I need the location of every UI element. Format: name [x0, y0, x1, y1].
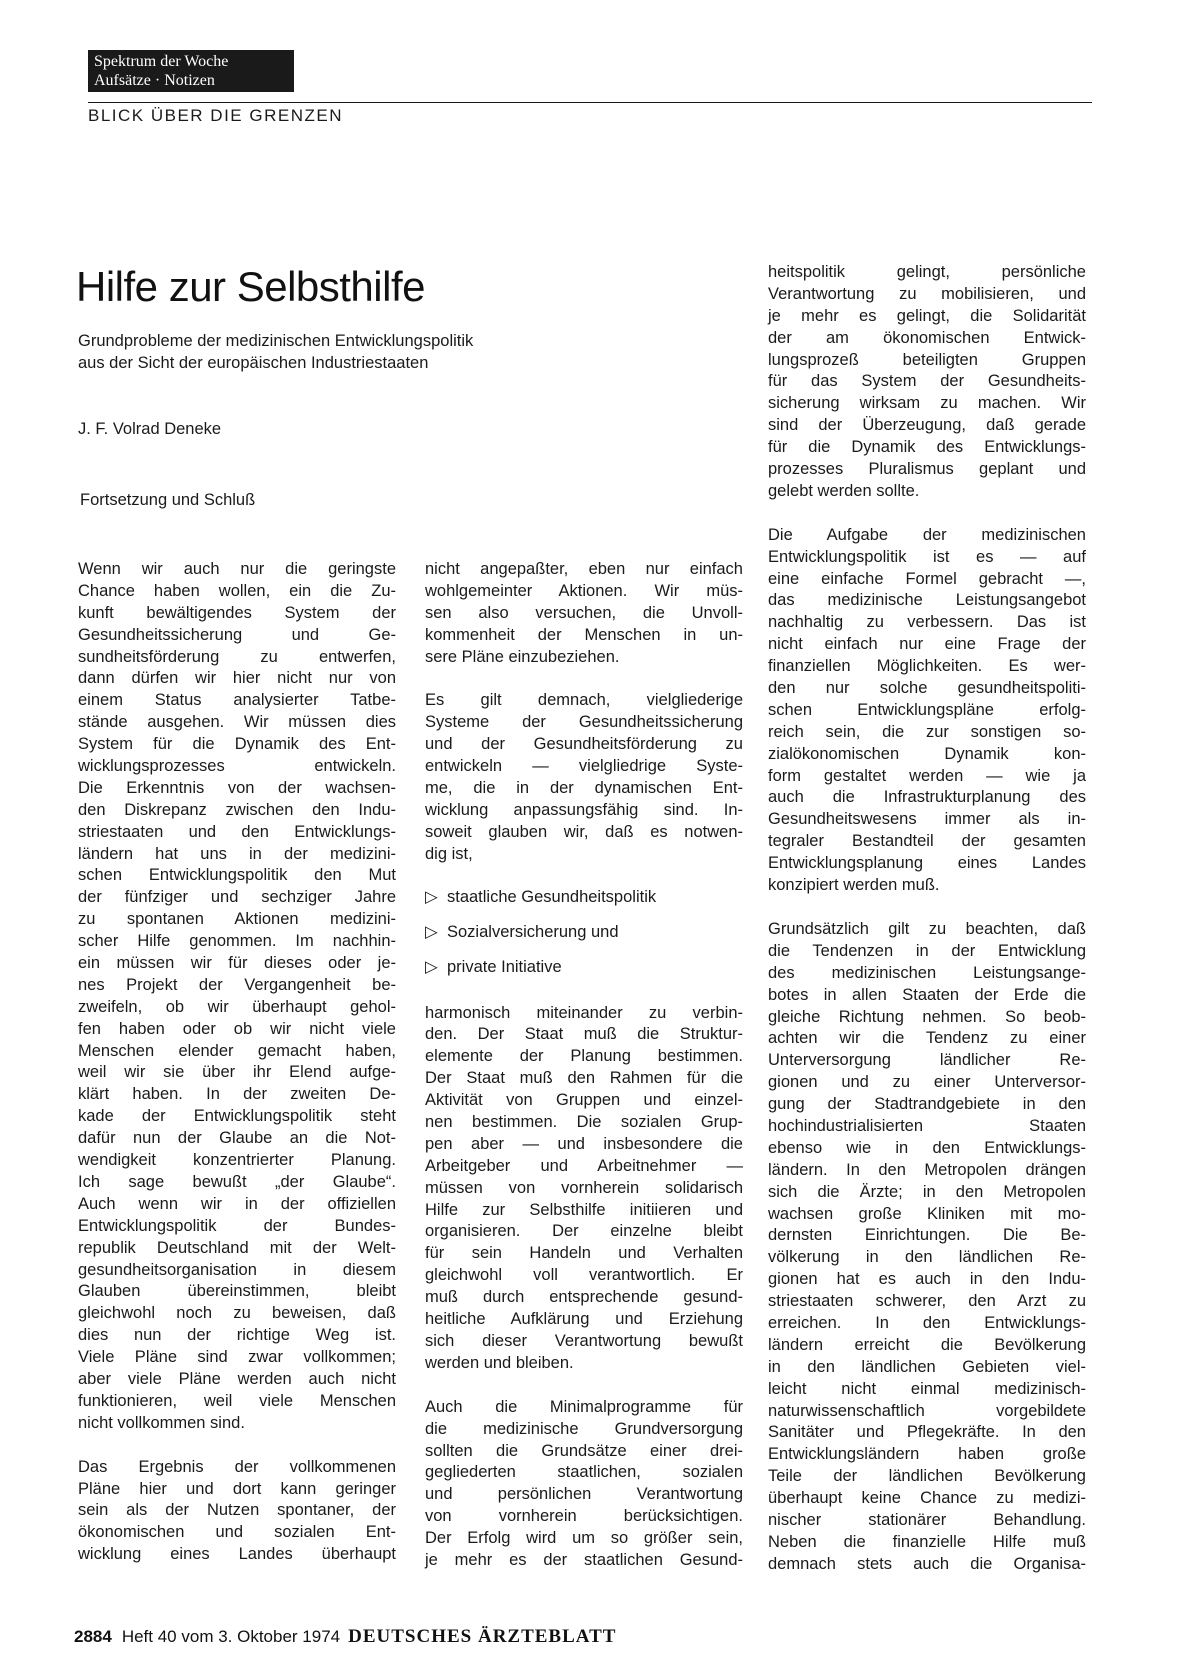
text-line: ein müssen wir für dieses oder je- [78, 954, 396, 973]
text-line: nicht angepaßter, eben nur einfach [425, 560, 743, 578]
text-line: der fünfziger und sechziger Jahre [78, 888, 396, 907]
text-line: auch die Infrastrukturplanung des [768, 788, 1086, 807]
subtitle-line-2: aus der Sicht der europäischen Industriestaaten [78, 354, 429, 372]
text-line: dafür nun der Glaube an die Not- [78, 1129, 396, 1148]
text-column-1 [78, 559, 396, 1566]
text-line: sen also versuchen, die Unvoll- [425, 603, 743, 622]
text-line: funktionieren, weil viele Menschen [78, 1391, 396, 1410]
text-line: Gesundheitssicherung und Ge- [78, 625, 396, 644]
text-line: schen Entwicklungspolitik den Mut [78, 866, 396, 885]
text-line: schen Entwicklungspläne erfolg- [768, 700, 1086, 719]
text-line: wohlgemeinter Aktionen. Wir müs- [425, 581, 743, 600]
text-line: elemente der Planung bestimmen. [425, 1047, 743, 1066]
box-label-line-1: Spektrum der Woche [94, 53, 229, 70]
text-line: Unterversorgung ländlicher Re- [768, 1051, 1086, 1070]
text-line: botes in allen Staaten der Erde die [768, 985, 1086, 1004]
text-line: ländern. In den Metropolen drängen [768, 1160, 1086, 1179]
text-line: stände ausgehen. Wir müssen dies [78, 713, 396, 732]
text-line: Systeme der Gesundheitssicherung [425, 713, 743, 732]
text-line: sich dieser Verantwortung bewußt [425, 1331, 743, 1350]
paragraph [425, 690, 743, 865]
text-line: gleichwohl noch zu beweisen, daß [78, 1304, 396, 1323]
text-line: Verantwortung zu mobilisieren, und [768, 284, 1086, 303]
text-line: gegliederten staatlichen, sozialen [425, 1463, 743, 1482]
text-line: gionen hat es auch in den Indu- [768, 1270, 1086, 1289]
text-line: Menschen elender gemacht haben, [78, 1041, 396, 1060]
text-line: me, die in der dynamischen Ent- [425, 779, 743, 798]
text-line: Gesundheitswesens immer als in- [768, 810, 1086, 829]
text-line: Entwicklungspolitik der Bundes- [78, 1216, 396, 1235]
text-line: Der Erfolg wird um so größer sein, [425, 1529, 743, 1548]
text-line: nicht einfach nur eine Frage der [768, 635, 1086, 654]
text-line: klärt haben. In der zweiten De- [78, 1085, 396, 1104]
section-heading: BLICK ÜBER DIE GRENZEN [88, 106, 343, 125]
text-line: für sein Handeln und Verhalten [425, 1244, 743, 1263]
text-line: ökonomischen und sozialen Ent- [78, 1523, 396, 1542]
subtitle-line-1: Grundprobleme der medizinischen Entwicklungspolitik [78, 332, 474, 350]
text-line: und persönlichen Verantwortung [425, 1485, 743, 1504]
text-line: fen haben oder ob wir nicht viele [78, 1019, 396, 1038]
bullet-list [425, 886, 743, 991]
header-rule [88, 102, 1092, 103]
text-line: zialökonomischen Dynamik kon- [768, 744, 1086, 763]
paragraph [78, 1457, 396, 1566]
text-line: Auch wenn wir in der offiziellen [78, 1194, 396, 1213]
paragraph [768, 525, 1086, 897]
text-line: gionen und zu einer Unterversor- [768, 1073, 1086, 1092]
text-line: sollten die Grundsätze einer drei- [425, 1441, 743, 1460]
text-line: finanziellen Möglichkeiten. Es wer- [768, 657, 1086, 676]
text-line: muß durch entsprechende gesund- [425, 1288, 743, 1307]
article-subtitle [78, 330, 638, 374]
list-item [425, 956, 743, 991]
text-line: Neben die finanzielle Hilfe muß [768, 1532, 1086, 1551]
text-line: sicherung wirksam zu machen. Wir [768, 394, 1086, 413]
text-line: je mehr es der staatlichen Gesund- [425, 1550, 743, 1569]
text-line: die medizinische Grundversorgung [425, 1419, 743, 1438]
text-line: prozesses Pluralismus geplant und [768, 460, 1086, 479]
text-line: nachhaltig zu verbessern. Das ist [768, 613, 1086, 632]
text-line: nischer stationärer Behandlung. [768, 1510, 1086, 1529]
text-line: gleiche Richtung nehmen. So beob- [768, 1007, 1086, 1026]
paragraph [768, 262, 1086, 503]
text-line: Sanitäter und Pflegekräfte. In den [768, 1423, 1086, 1442]
text-line: müssen von vornherein solidarisch [425, 1178, 743, 1197]
text-line: werden und bleiben. [425, 1353, 574, 1372]
continuation-note: Fortsetzung und Schluß [80, 491, 256, 509]
text-line: das medizinische Leistungsangebot [768, 591, 1086, 610]
text-line: dig ist, [425, 844, 473, 863]
text-line: nicht vollkommen sind. [78, 1413, 245, 1432]
text-line: hochindustrialisierten Staaten [768, 1116, 1086, 1135]
text-line: aber viele Pläne werden auch nicht [78, 1369, 396, 1388]
text-line: nen bestimmen. Die sozialen Grup- [425, 1113, 743, 1132]
text-line: des medizinischen Leistungsange- [768, 963, 1086, 982]
page-footer [74, 1626, 616, 1648]
paragraph [425, 1397, 743, 1572]
paragraph [425, 559, 743, 668]
text-line: Viele Pläne sind zwar vollkommen; [78, 1348, 396, 1367]
text-line: Die Aufgabe der medizinischen [768, 525, 1086, 544]
text-line: republik Deutschland mit der Welt- [78, 1238, 396, 1257]
text-line: dann dürfen wir hier nicht nur von [78, 669, 396, 688]
text-line: kade der Entwicklungspolitik steht [78, 1107, 396, 1126]
text-line: Das Ergebnis der vollkommenen [78, 1457, 396, 1476]
text-line: Wenn wir auch nur die geringste [78, 560, 396, 578]
text-line: sundheitsförderung zu entwerfen, [78, 647, 396, 666]
text-line: entwickeln — vielgliedrige Syste- [425, 757, 743, 776]
text-line: sind der Überzeugung, daß gerade [768, 416, 1086, 435]
text-line: sere Pläne einzubeziehen. [425, 647, 620, 666]
section-box-label [88, 50, 294, 92]
list-item-text: private Initiative [447, 957, 562, 976]
text-line: Der Staat muß den Rahmen für die [425, 1069, 743, 1088]
triangle-bullet-icon: ▷ [425, 887, 438, 906]
text-line: heitspolitik gelingt, persönliche [768, 263, 1086, 281]
text-line: Grundsätzlich gilt zu beachten, daß [768, 919, 1086, 938]
text-line: scher Hilfe genommen. Im nachhin- [78, 932, 396, 951]
text-line: in den ländlichen Gebieten viel- [768, 1357, 1086, 1376]
text-line: konzipiert werden muß. [768, 876, 940, 895]
magazine-name: DEUTSCHES ÄRZTEBLATT [348, 1626, 617, 1647]
text-line: von vornherein berücksichtigen. [425, 1507, 743, 1526]
text-line: den Diskrepanz zwischen den Indu- [78, 800, 396, 819]
box-label-line-2: Aufsätze · Notizen [94, 72, 215, 89]
text-line: Aktivität von Gruppen und einzel- [425, 1091, 743, 1110]
text-line: dies nun der richtige Weg ist. [78, 1326, 396, 1345]
text-line: wicklung eines Landes überhaupt [78, 1545, 396, 1564]
text-line: gesundheitsorganisation in diesem [78, 1260, 396, 1279]
text-line: der am ökonomischen Entwick- [768, 328, 1086, 347]
text-line: einem Status analysierter Tatbe- [78, 691, 396, 710]
text-line: gung der Stadtrandgebiete in den [768, 1095, 1086, 1114]
text-line: lungsprozeß beteiligten Gruppen [768, 350, 1086, 369]
paragraph [78, 559, 396, 1435]
text-line: Die Erkenntnis von der wachsen- [78, 778, 396, 797]
list-item-text: staatliche Gesundheitspolitik [447, 887, 657, 906]
text-line: Chance haben wollen, ein die Zu- [78, 581, 396, 600]
text-line: kunft bewältigendes System der [78, 603, 396, 622]
text-line: demnach stets auch die Organisa- [768, 1554, 1086, 1573]
article-author: J. F. Volrad Deneke [78, 420, 222, 438]
text-line: achten wir die Tendenz zu einer [768, 1029, 1086, 1048]
text-line: sein als der Nutzen spontaner, der [78, 1501, 396, 1520]
text-line: sich die Ärzte; in den Metropolen [768, 1182, 1086, 1201]
text-line: für die Dynamik des Entwicklungs- [768, 438, 1086, 457]
text-line: eine einfache Formel gebracht —, [768, 569, 1086, 588]
text-line: wendigkeit konzentrierter Planung. [78, 1151, 396, 1170]
text-line: Es gilt demnach, vielgliederige [425, 691, 743, 710]
paragraph [425, 1003, 743, 1375]
text-line: harmonisch miteinander zu verbin- [425, 1003, 743, 1022]
text-line: völkerung in den ländlichen Re- [768, 1248, 1086, 1267]
text-line: Entwicklungsplanung eines Landes [768, 854, 1086, 873]
text-line: organisieren. Der einzelne bleibt [425, 1222, 743, 1241]
text-line: zu spontanen Aktionen medizini- [78, 910, 396, 929]
text-line: und der Gesundheitsförderung zu [425, 735, 743, 754]
text-line: pen aber — und insbesondere die [425, 1134, 743, 1153]
text-line: System für die Dynamik des Ent- [78, 735, 396, 754]
text-line: tegraler Bestandteil der gesamten [768, 832, 1086, 851]
text-line: ebenso wie in den Entwicklungs- [768, 1138, 1086, 1157]
text-line: Entwicklungsländern haben große [768, 1445, 1086, 1464]
text-line: Pläne hier und dort kann geringer [78, 1479, 396, 1498]
text-line: reich sein, die zur sonstigen so- [768, 722, 1086, 741]
text-line: ländern erreicht die Bevölkerung [768, 1335, 1086, 1354]
text-line: gelebt werden sollte. [768, 481, 920, 500]
text-line: je mehr es gelingt, die Solidarität [768, 306, 1086, 325]
text-line: Glauben übereinstimmen, bleibt [78, 1282, 396, 1301]
text-line: nes Projekt der Vergangenheit be- [78, 975, 396, 994]
text-line: ländern hat uns in der medizini- [78, 844, 396, 863]
text-line: striestaaten und den Entwicklungs- [78, 822, 396, 841]
issue-info: Heft 40 vom 3. Oktober 1974 [121, 1627, 341, 1646]
text-line: wicklungsprozesses entwickeln. [78, 757, 396, 776]
text-line: form gestaltet werden — wie ja [768, 766, 1086, 785]
list-item [425, 886, 743, 921]
text-line: gleichwohl voll verantwortlich. Er [425, 1266, 743, 1285]
page-number: 2884 [74, 1627, 112, 1646]
text-line: dernsten Einrichtungen. Die Be- [768, 1226, 1086, 1245]
text-line: Arbeitgeber und Arbeitnehmer — [425, 1156, 743, 1175]
article-title: Hilfe zur Selbsthilfe [76, 263, 425, 310]
text-line: striestaaten schwerer, den Arzt zu [768, 1292, 1086, 1311]
text-column-2 [425, 559, 743, 1572]
text-line: Auch die Minimalprogramme für [425, 1397, 743, 1416]
text-line: für das System der Gesundheits- [768, 372, 1086, 391]
text-line: Ich sage bewußt „der Glaube“. [78, 1172, 396, 1191]
text-line: weil wir sie über ihr Elend aufge- [78, 1063, 396, 1082]
list-item-text: Sozialversicherung und [447, 922, 619, 941]
text-column-3 [768, 262, 1086, 1576]
text-line: überhaupt keine Chance zu medizi- [768, 1489, 1086, 1508]
text-line: erreichen. In den Entwicklungs- [768, 1313, 1086, 1332]
triangle-bullet-icon: ▷ [425, 922, 438, 941]
text-line: kommenheit der Menschen in un- [425, 625, 743, 644]
text-line: leicht nicht einmal medizinisch- [768, 1379, 1086, 1398]
text-line: zweifeln, ob wir überhaupt gehol- [78, 997, 396, 1016]
text-line: heitliche Aufklärung und Erziehung [425, 1310, 743, 1329]
text-line: wicklung anpassungsfähig sind. In- [425, 800, 743, 819]
text-line: Hilfe zur Selbsthilfe initiieren und [425, 1200, 743, 1219]
text-line: den. Der Staat muß die Struktur- [425, 1025, 743, 1044]
list-item [425, 921, 743, 956]
triangle-bullet-icon: ▷ [425, 957, 438, 976]
text-line: wachsen große Kliniken mit mo- [768, 1204, 1086, 1223]
paragraph [768, 919, 1086, 1576]
text-line: soweit glauben wir, daß es notwen- [425, 822, 743, 841]
text-line: die Tendenzen in der Entwicklung [768, 941, 1086, 960]
text-line: Teile der ländlichen Bevölkerung [768, 1467, 1086, 1486]
text-line: naturwissenschaftlich vorgebildete [768, 1401, 1086, 1420]
text-line: den nur solche gesundheitspoliti- [768, 679, 1086, 698]
text-line: Entwicklungspolitik ist es — auf [768, 547, 1086, 566]
